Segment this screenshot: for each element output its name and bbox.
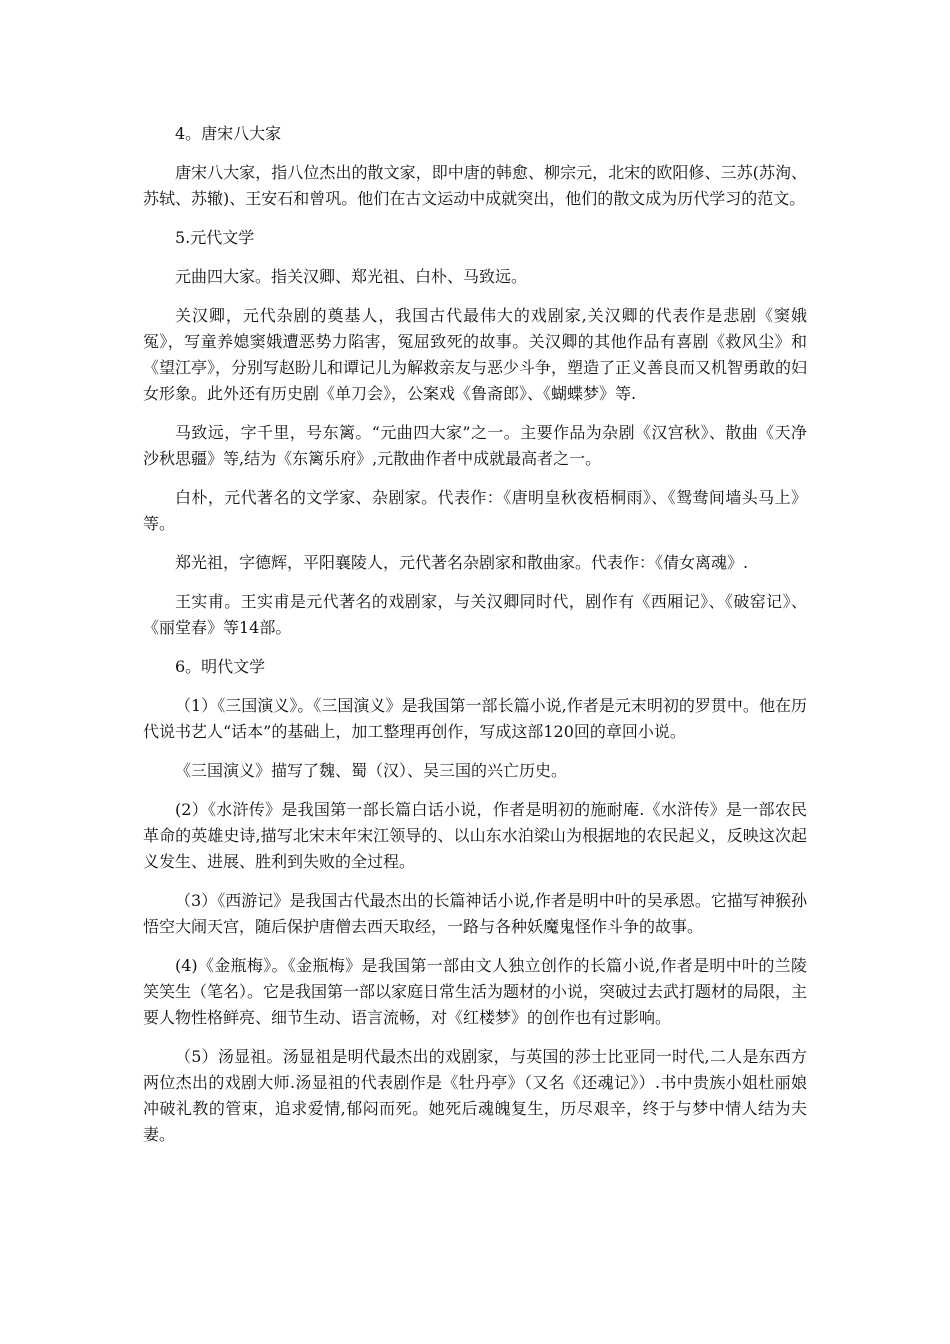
paragraph-wang-shifu: 王实甫。王实甫是元代著名的戏剧家，与关汉卿同时代，剧作有《西厢记》、《破窑记》、《丽堂春》等14部。	[143, 592, 807, 637]
section-heading-tang-song-eight-masters: 4。唐宋八大家	[175, 124, 282, 143]
section-heading-yuan-literature: 5.元代文学	[175, 228, 255, 247]
paragraph-sanguo-history: 《三国演义》描写了魏、蜀（汉）、吴三国的兴亡历史。	[175, 761, 568, 780]
section-heading-ming-literature: 6。明代文学	[175, 657, 266, 676]
paragraph-guan-hanqing: 关汉卿，元代杂剧的奠基人，我国古代最伟大的戏剧家,关汉卿的代表作是悲剧《窦娥冤》，写童养媳窦娥遭恶势力陷害，冤屈致死的故事。关汉卿的其他作品有喜剧《救风尘》和《望江亭》，分别写赵盼儿和谭记儿为解救亲友与恶少斗争，塑造了正义善良而又机智勇敢的妇女形象。此外还有历史剧《单刀会》，公案戏《鲁斋郎》、《蝴蝶梦》等.	[143, 306, 808, 403]
paragraph-tang-xianzu: （5）汤显祖。汤显祖是明代最杰出的戏剧家，与英国的莎士比亚同一时代,二人是东西方两位杰出的戏剧大师.汤显祖的代表剧作是《牡丹亭》（又名《还魂记》）.书中贵族小姐杜丽娘冲破礼教的管束，追求爱情,郁闷而死。她死后魂魄复生，历尽艰辛，终于与梦中情人结为夫妻。	[143, 1047, 807, 1144]
paragraph-shuihu-zhuan: (2）《水浒传》是我国第一部长篇白话小说，作者是明初的施耐庵.《水浒传》是一部农民革命的英雄史诗,描写北宋末年宋江领导的、以山东水泊梁山为根据地的农民起义，反映这次起义发生、进展、胜利到失败的全过程。	[143, 800, 807, 871]
paragraph-yuan-qu-four-masters: 元曲四大家。指关汉卿、郑光祖、白朴、马致远。	[175, 267, 528, 286]
paragraph-ma-zhiyuan: 马致远，字千里，号东篱。“元曲四大家”之一。主要作品为杂剧《汉宫秋》、散曲《天净沙秋思疆》等,结为《东篱乐府》,元散曲作者中成就最高者之一。	[143, 423, 807, 468]
paragraph-bai-pu: 白朴，元代著名的文学家、杂剧家。代表作：《唐明皇秋夜梧桐雨》、《鸳鸯间墙头马上》等。	[143, 488, 807, 533]
paragraph-jin-ping-mei: (4)《金瓶梅》。《金瓶梅》是我国第一部由文人独立创作的长篇小说,作者是明中叶的兰陵笑笑生（笔名）。它是我国第一部以家庭日常生活为题材的小说，突破过去武打题材的局限，主要人物性格鲜亮、细节生动、语言流畅，对《红楼梦》的创作也有过影响。	[143, 956, 808, 1027]
document-body	[143, 121, 807, 1161]
paragraph-xiyou-ji: （3）《西游记》是我国古代最杰出的长篇神话小说,作者是明中叶的吴承恩。它描写神猴孙悟空大闹天宫，随后保护唐僧去西天取经，一路与各种妖魔鬼怪作斗争的故事。	[143, 891, 807, 936]
paragraph-tang-song-eight-masters: 唐宋八大家，指八位杰出的散文家，即中唐的韩愈、柳宗元，北宋的欧阳修、三苏(苏洵、苏轼、苏辙)、王安石和曾巩。他们在古文运动中成就突出，他们的散文成为历代学习的范文。	[143, 163, 807, 208]
paragraph-sanguo-yanyi: （1）《三国演义》。《三国演义》是我国第一部长篇小说,作者是元末明初的罗贯中。他在历代说书艺人“话本”的基础上，加工整理再创作，写成这部120回的章回小说。	[143, 696, 807, 741]
paragraph-zheng-guangzu: 郑光祖，字德辉，平阳襄陵人，元代著名杂剧家和散曲家。代表作：《倩女离魂》.	[175, 553, 749, 572]
